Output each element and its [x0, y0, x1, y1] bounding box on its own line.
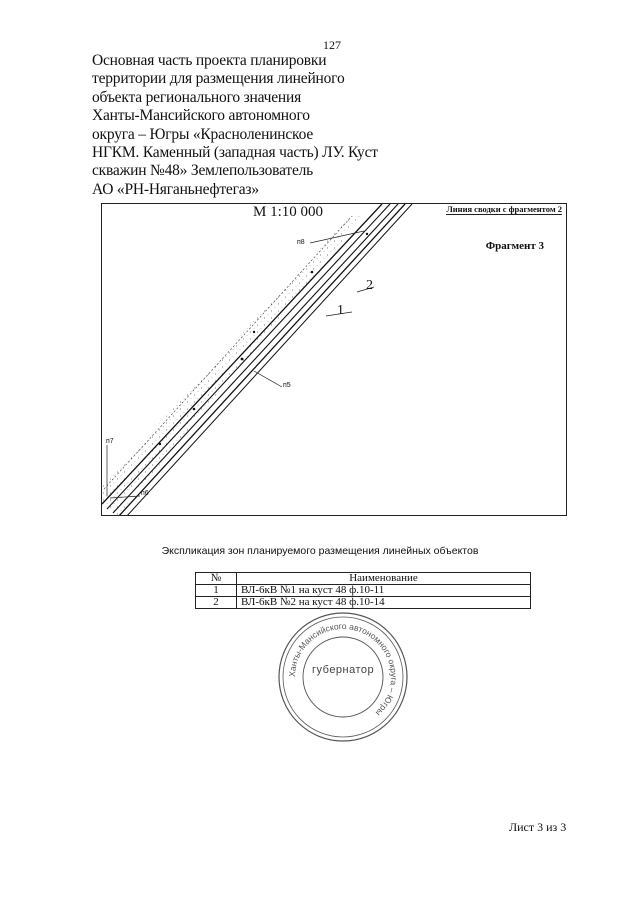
table-row [196, 585, 531, 597]
legend-title: Экспликация зон планируемого размещения линейных объектов [161, 545, 479, 557]
row-name: ВЛ-6кВ №2 на куст 48 ф.10-14 [237, 597, 531, 609]
column-header: Наименование [237, 573, 531, 585]
line-number-label: 1 [337, 303, 344, 318]
page-number: 127 [323, 38, 341, 52]
corridor-line [102, 204, 382, 504]
title-line: НГКМ. Каменный (западная часть) ЛУ. Куст [92, 144, 378, 162]
title-line: АО «РН-Няганьнефтегаз» [92, 180, 259, 198]
sheet-number: Лист 3 из 3 [509, 820, 567, 834]
corridor-line [118, 204, 405, 516]
map-fragment [101, 203, 567, 516]
official-seal [276, 610, 410, 744]
title-line: округа – Югры «Красноленинское [92, 125, 314, 143]
title-line: Ханты-Мансийского автономного [92, 107, 310, 125]
corridor-line [107, 204, 390, 509]
row-name: ВЛ-6кВ №1 на куст 48 ф.10-11 [237, 585, 531, 597]
legend-table [195, 572, 531, 609]
document-title [92, 52, 422, 199]
title-line: объекта регионального значения [92, 88, 302, 106]
joint-line-label: Линия сводки с фрагментом 2 [446, 204, 562, 214]
row-number: 2 [196, 597, 237, 609]
column-header: № [196, 573, 237, 585]
point-label: п6 [141, 490, 149, 497]
point-label: п8 [297, 239, 305, 246]
title-line: скважин №48» Землепользователь [92, 162, 314, 180]
planning-zone [102, 214, 364, 516]
fragment-label: Фрагмент 3 [485, 240, 544, 252]
title-line: Основная часть проекта планировки [92, 52, 327, 69]
row-number: 1 [196, 585, 237, 597]
seal-center-text: губернатор [312, 664, 375, 676]
seal-ring-text: Ханты-Мансийского автономного округа – Югры [286, 620, 400, 719]
point-label: п5 [283, 382, 291, 389]
title-line: территории для размещения линейного [92, 70, 345, 88]
map-scale: М 1:10 000 [253, 204, 324, 220]
corridor-line [113, 204, 398, 513]
corridor-line [126, 204, 412, 516]
table-header-row [196, 573, 531, 585]
table-row [196, 597, 531, 609]
point-label: п7 [106, 438, 114, 445]
line-number-label: 2 [366, 278, 373, 293]
